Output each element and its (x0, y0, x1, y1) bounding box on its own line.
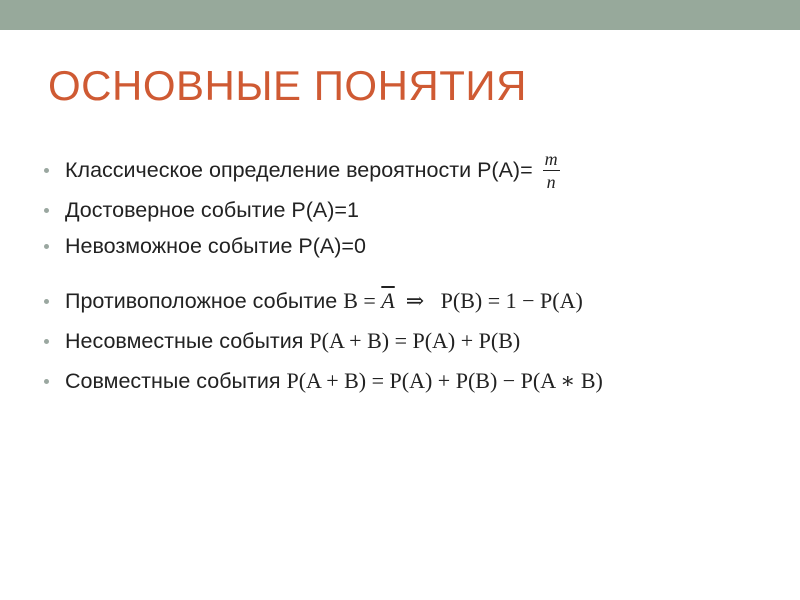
formula-compatible: P(A + B) = P(A) + P(B) − P(A ∗ B) (286, 368, 603, 393)
bullet-icon (44, 379, 49, 384)
bullet-classical-definition (44, 150, 560, 191)
bullet-icon (44, 339, 49, 344)
bullet-text: Классическое определение вероятности Р(А)= (65, 158, 533, 182)
bullet-text: Достоверное событие Р(А)=1 (65, 198, 359, 222)
bullet-text: Невозможное событие Р(А)=0 (65, 234, 366, 258)
bullet-text: Совместные события (65, 368, 281, 393)
formula-incompatible: P(A + B) = P(A) + P(B) (309, 328, 521, 353)
fraction-denominator: n (546, 172, 556, 192)
bullet-impossible-event (44, 234, 366, 259)
bullet-compatible-events (44, 368, 603, 394)
fraction-m-over-n (543, 150, 560, 191)
bullet-icon (44, 244, 49, 249)
bullet-text: Противоположное событие (65, 288, 338, 313)
bullet-icon (44, 299, 49, 304)
bullet-opposite-event (44, 288, 583, 314)
top-bar (0, 0, 800, 30)
formula-left: B = (343, 288, 382, 313)
bullet-icon (44, 208, 49, 213)
fraction-numerator: m (544, 149, 558, 169)
formula-opposite-event (343, 288, 583, 314)
bullet-text: Несовместные события (65, 328, 304, 353)
bullet-incompatible-events (44, 328, 520, 354)
formula-overline-a: $\overline{A}$ (381, 288, 395, 313)
bullet-icon (44, 168, 49, 173)
slide-title: ОСНОВНЫЕ ПОНЯТИЯ (48, 62, 527, 109)
bullet-certain-event (44, 198, 359, 223)
formula-right: ⇒ P(B) = 1 − P(A) (394, 288, 583, 313)
